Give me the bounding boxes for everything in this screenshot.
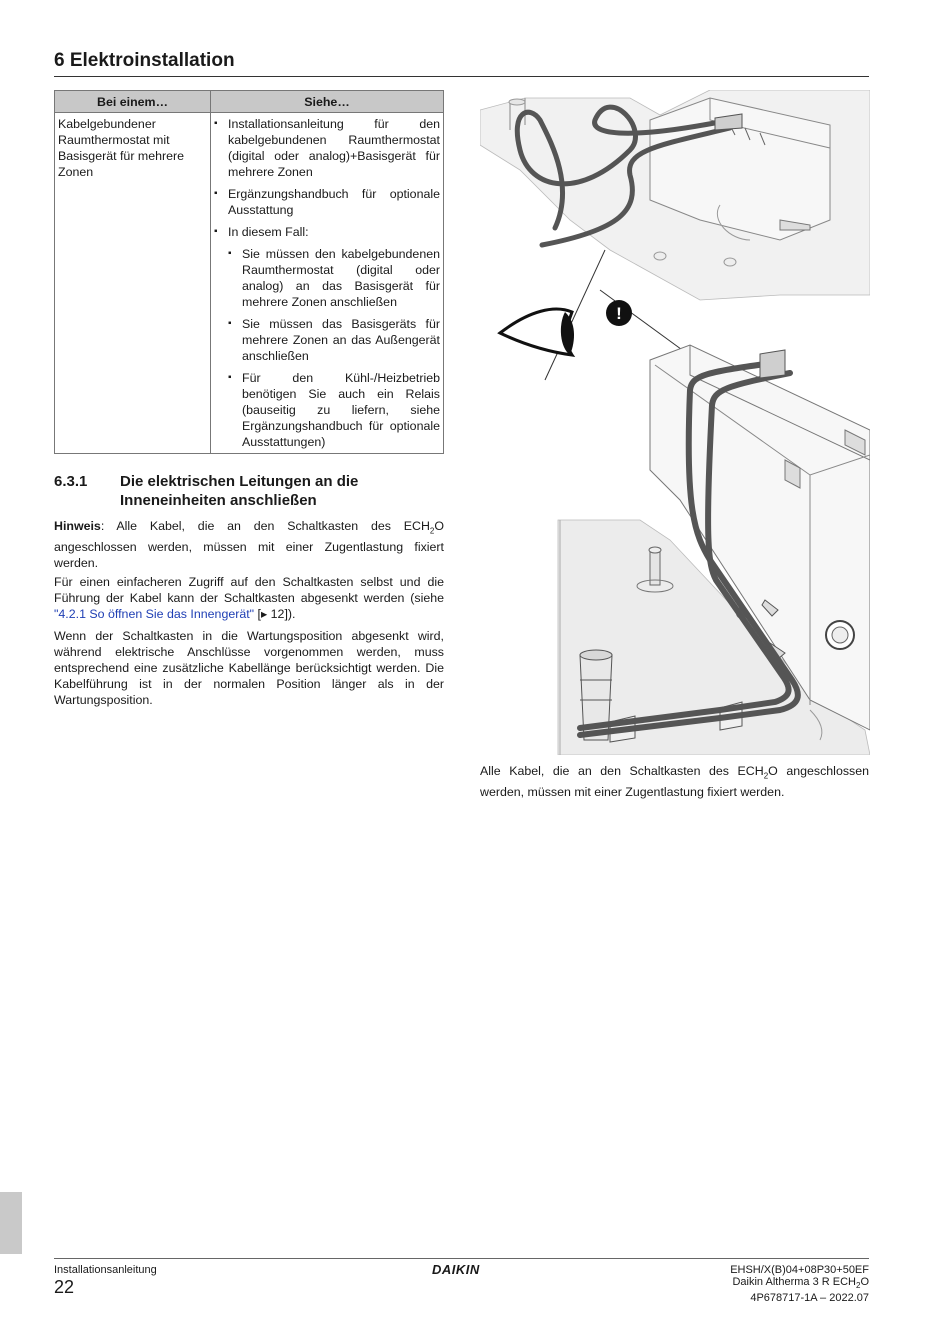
- table-row: [55, 113, 444, 454]
- paragraph-text: Für einen einfacheren Zugriff auf den Schaltkasten selbst und die Führung der Kabel kann der Schaltkasten abgesenkt werden (siehe: [54, 575, 444, 605]
- table-header-cell: Bei einem…: [55, 91, 211, 113]
- paragraph-text: O angeschlossen werden, müssen mit einer Zugentlastung fixiert werden.: [54, 519, 444, 571]
- warning-icon: [606, 300, 632, 326]
- footer-model: EHSH/X(B)04+08P30+50EF: [730, 1264, 869, 1276]
- chapter-divider: [54, 76, 869, 77]
- caption-text: Alle Kabel, die an den Schaltkasten des ECH: [480, 764, 764, 778]
- footer-product: [640, 1276, 869, 1292]
- warning-symbol: !: [616, 304, 622, 323]
- reference-list: [214, 116, 440, 450]
- table-cell-case: Kabelgebundener Raumthermostat mit Basisgerät für mehrere Zonen: [55, 113, 211, 454]
- subscript: 2: [855, 1281, 861, 1291]
- sub-list-item: ▪ Sie müssen den kabelgebundenen Raumthermostat (digital oder analog) an das Basisgerät für mehrere Zonen anschließen: [228, 246, 440, 310]
- list-item-label: In diesem Fall:: [228, 225, 309, 239]
- reference-table: [54, 90, 444, 454]
- page-number: 22: [54, 1277, 75, 1297]
- footer-divider: [54, 1258, 869, 1259]
- sub-list-item: ▪ Für den Kühl-/Heizbetrieb benötigen Sie auch ein Relais (bauseitig zu liefern, siehe Ergänzungshandbuch für optionale Ausstattungen): [228, 370, 440, 450]
- sub-list: [228, 246, 440, 450]
- page-arrow-icon: ▸: [260, 607, 268, 621]
- chapter-title: 6 Elektroinstallation: [54, 50, 235, 71]
- footer-product-text: O: [860, 1276, 869, 1288]
- brand-logo: DAIKIN: [432, 1262, 480, 1277]
- note-paragraph: [54, 518, 444, 571]
- list-item: [214, 224, 440, 450]
- footer-doc-type: Installationsanleitung: [54, 1264, 157, 1276]
- paragraph-text: : Alle Kabel, die an den Schaltkasten des ECH: [100, 519, 430, 533]
- paragraph-text: 12]).: [267, 607, 296, 621]
- list-item: ▪ Ergänzungshandbuch für optionale Ausstattung: [214, 186, 440, 218]
- footer-product-text: Daikin Altherma 3 R ECH: [732, 1276, 856, 1288]
- sub-list-item: ▪ Sie müssen das Basisgeräts für mehrere Zonen an das Außengerät anschließen: [228, 316, 440, 364]
- table-cell-references: [211, 113, 444, 454]
- figure-caption: [480, 763, 869, 800]
- paragraph-text: [: [254, 607, 261, 621]
- note-label: Hinweis: [54, 519, 101, 533]
- section-title: Die elektrischen Leitungen an die Inneneinheiten anschließen: [120, 473, 359, 509]
- cross-reference-link[interactable]: "4.2.1 So öffnen Sie das Innengerät": [54, 607, 255, 621]
- footer-doc-id: 4P678717-1A – 2022.07: [750, 1292, 869, 1305]
- detail-view: [480, 90, 870, 300]
- service-position-paragraph: Wenn der Schaltkasten in die Wartungsposition abgesenkt wird, während elektrische Anschlüsse vorgenommen werden, muss entsprechend eine zusätzliche Kabellänge berücksichtigt werden. Die Kabelführung ist in der normalen Position länger als in der Wartungsposition.: [54, 629, 444, 707]
- section-number: 6.3.1: [54, 473, 88, 490]
- list-item: ▪ Installationsanleitung für den kabelgebundenen Raumthermostat (digital oder analog)+Basisgerät für mehrere Zonen: [214, 116, 440, 180]
- table-header-cell: Siehe…: [211, 91, 444, 113]
- subscript: 2: [763, 771, 769, 781]
- footer-product-info: [640, 1264, 869, 1304]
- eye-icon: [500, 309, 574, 355]
- table-header-row: [55, 91, 444, 113]
- access-paragraph: [54, 574, 444, 622]
- subscript: 2: [429, 526, 435, 536]
- wiring-illustration: [480, 90, 870, 755]
- main-view: [558, 345, 870, 755]
- chapter-side-tab: [0, 1192, 22, 1254]
- caption-text: O angeschlossen werden, müssen mit einer Zugentlastung fixiert werden.: [480, 764, 870, 800]
